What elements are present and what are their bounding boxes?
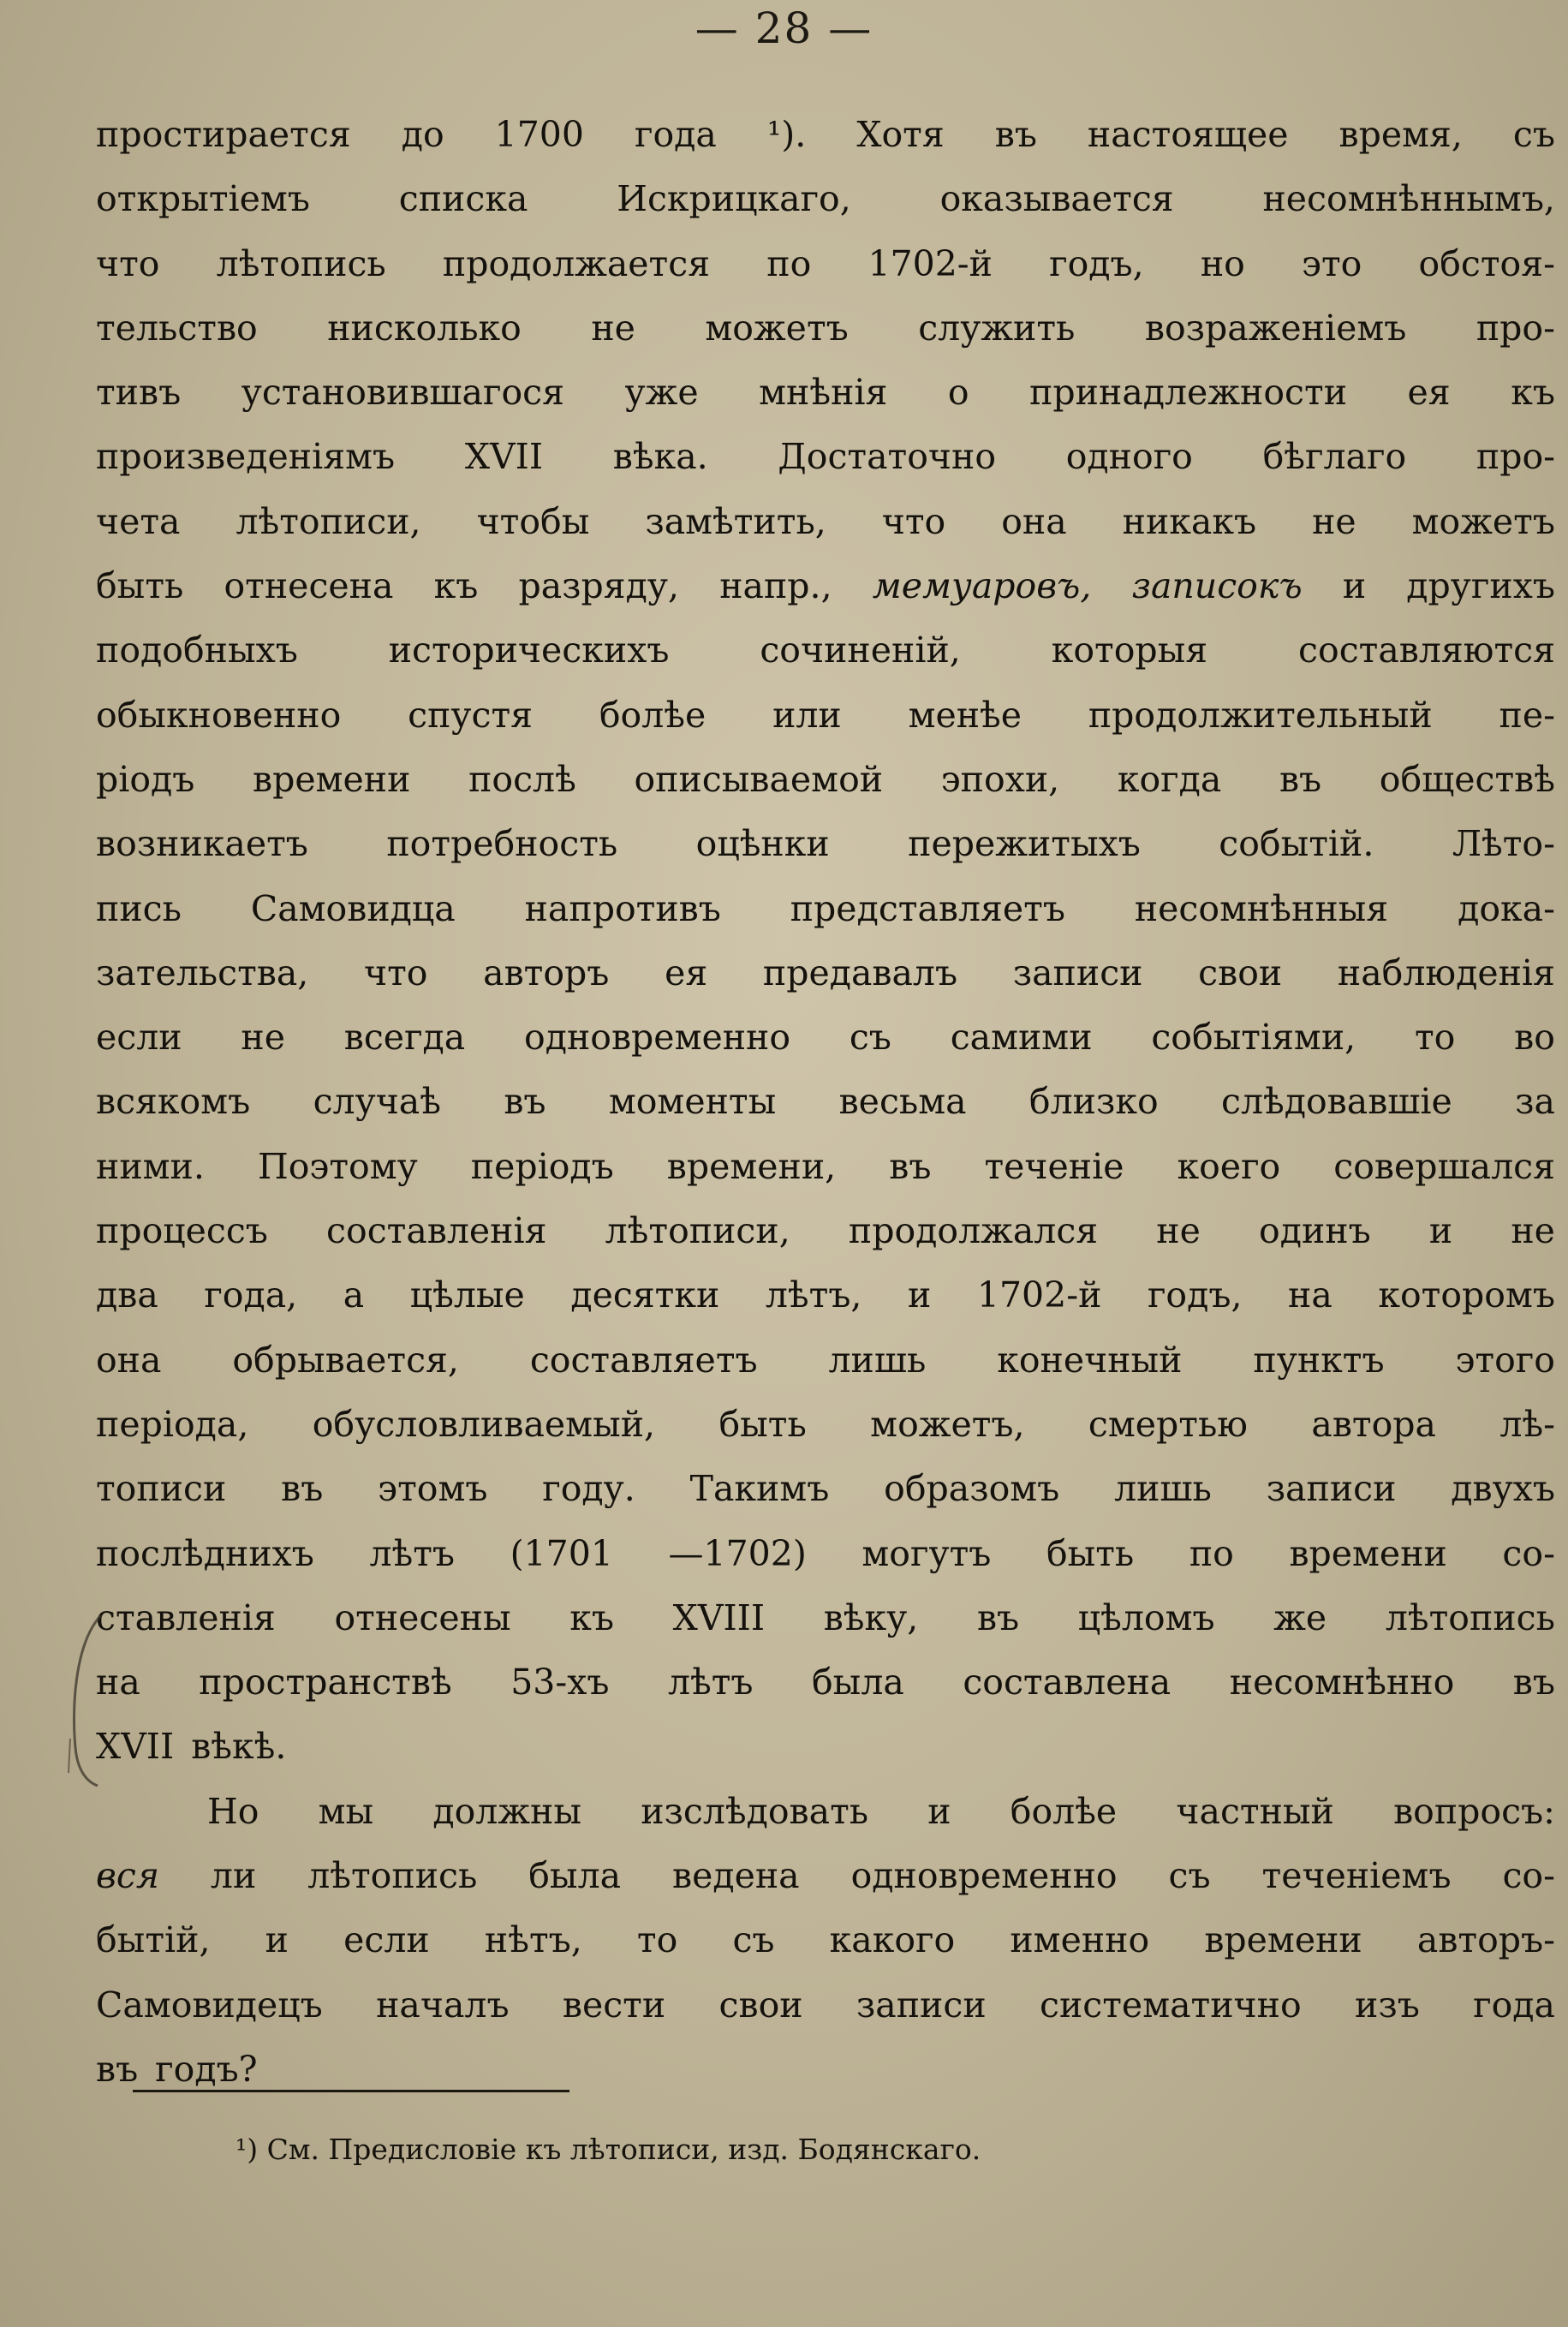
word: не bbox=[591, 307, 635, 349]
word: если bbox=[96, 1017, 182, 1059]
word: ріодъ bbox=[96, 758, 195, 800]
word: года, bbox=[204, 1274, 298, 1316]
word: предавалъ bbox=[762, 952, 958, 993]
word: времени bbox=[1289, 1532, 1447, 1574]
word: ея bbox=[665, 952, 708, 993]
word: вести bbox=[562, 1984, 666, 2026]
word: о bbox=[947, 372, 969, 414]
word: и bbox=[908, 1274, 932, 1316]
word: можетъ bbox=[1411, 500, 1555, 542]
word: ли bbox=[210, 1855, 257, 1897]
word: ставленія bbox=[96, 1596, 276, 1638]
text-line bbox=[96, 1780, 1555, 1844]
word: въ bbox=[96, 2048, 139, 2090]
word: вѣкѣ. bbox=[191, 1726, 287, 1768]
word: коего bbox=[1177, 1145, 1281, 1187]
footnote-divider bbox=[133, 2090, 569, 2092]
word: этого bbox=[1455, 1339, 1555, 1381]
word: продолжительный bbox=[1088, 694, 1433, 736]
word: историческихъ bbox=[388, 629, 670, 671]
word: автора bbox=[1311, 1403, 1436, 1445]
word: тописи bbox=[96, 1468, 227, 1510]
text-line bbox=[96, 683, 1555, 748]
word: къ bbox=[433, 565, 479, 607]
word: 1700 bbox=[494, 114, 584, 155]
word: въ bbox=[976, 1596, 1020, 1638]
word: обыкновенно bbox=[96, 694, 342, 736]
word: по bbox=[1189, 1532, 1234, 1574]
text-line bbox=[96, 1844, 1555, 1908]
word: лишь bbox=[1114, 1468, 1212, 1510]
word: теченіе bbox=[984, 1145, 1124, 1187]
word: записокъ bbox=[1131, 565, 1303, 607]
word: Самовидецъ bbox=[96, 1984, 323, 2026]
word: послѣ bbox=[468, 758, 576, 800]
word: продолжается bbox=[442, 242, 711, 284]
word: самими bbox=[950, 1017, 1093, 1059]
margin-pencil-mark bbox=[67, 1610, 118, 1790]
text-line bbox=[96, 1522, 1555, 1586]
word: къ bbox=[1511, 372, 1555, 414]
word: пережитыхъ bbox=[908, 823, 1141, 865]
word: свои bbox=[718, 1984, 803, 2026]
word: а bbox=[343, 1274, 365, 1316]
word: болѣе bbox=[1010, 1790, 1118, 1832]
word: съ bbox=[732, 1919, 775, 1961]
word: съ bbox=[1512, 114, 1555, 155]
text-line bbox=[96, 490, 1555, 554]
word: настоящее bbox=[1087, 114, 1289, 155]
word: 1702-й bbox=[976, 1274, 1102, 1316]
text-line bbox=[96, 618, 1555, 683]
word: спустя bbox=[408, 694, 534, 736]
word: Хотя bbox=[856, 114, 945, 155]
word: ведена bbox=[672, 1855, 800, 1897]
word: совершался bbox=[1333, 1145, 1555, 1187]
word: всегда bbox=[343, 1017, 466, 1059]
word: образомъ bbox=[884, 1468, 1060, 1510]
word: но bbox=[1200, 242, 1245, 284]
word: напр., bbox=[719, 565, 832, 607]
word: лѣтопись bbox=[307, 1855, 478, 1897]
word: быть bbox=[718, 1403, 807, 1445]
word: мнѣнія bbox=[759, 372, 888, 414]
text-line bbox=[96, 296, 1555, 361]
word: она bbox=[96, 1339, 162, 1381]
word: Поэтому bbox=[257, 1145, 418, 1187]
word: несомнѣннымъ, bbox=[1262, 178, 1555, 220]
word: никакъ bbox=[1122, 500, 1257, 542]
word: во bbox=[1514, 1017, 1555, 1059]
word: въ bbox=[1512, 1662, 1555, 1703]
word: потребность bbox=[386, 823, 618, 865]
body-text bbox=[96, 103, 1555, 2102]
word: то bbox=[1414, 1017, 1456, 1059]
word: въ bbox=[281, 1468, 324, 1510]
word: чтобы bbox=[476, 500, 590, 542]
word: пунктъ bbox=[1253, 1339, 1385, 1381]
word: года bbox=[634, 114, 717, 155]
word: нисколько bbox=[327, 307, 522, 349]
word: 1702-й bbox=[867, 242, 993, 284]
word: одновременно bbox=[850, 1855, 1118, 1897]
word: Достаточно bbox=[778, 436, 997, 478]
word: составляются bbox=[1298, 629, 1555, 671]
word: замѣтить, bbox=[645, 500, 826, 542]
word: за bbox=[1515, 1081, 1555, 1123]
word: весьма bbox=[838, 1081, 967, 1123]
word: годъ, bbox=[1049, 242, 1144, 284]
word: бытій, bbox=[96, 1919, 211, 1961]
word: списка bbox=[398, 178, 528, 220]
word: могутъ bbox=[862, 1532, 992, 1574]
word: это bbox=[1302, 242, 1362, 284]
word: двухъ bbox=[1451, 1468, 1555, 1510]
word: времени bbox=[1204, 1919, 1362, 1961]
word: бѣглаго bbox=[1262, 436, 1407, 478]
word: изслѣдовать bbox=[641, 1790, 869, 1832]
word: подобныхъ bbox=[96, 629, 298, 671]
word: менѣе bbox=[908, 694, 1022, 736]
text-line bbox=[96, 877, 1555, 941]
word: что bbox=[881, 500, 946, 542]
word: и bbox=[1342, 565, 1367, 607]
word: годъ? bbox=[155, 2048, 258, 2090]
text-line bbox=[96, 1715, 1555, 1779]
text-line bbox=[96, 1393, 1555, 1457]
word: была bbox=[812, 1662, 904, 1703]
word: произведеніямъ bbox=[96, 436, 396, 478]
word: 53-хъ bbox=[510, 1662, 610, 1703]
word: на bbox=[96, 1662, 140, 1703]
text-line bbox=[96, 361, 1555, 425]
text-line bbox=[96, 425, 1555, 489]
word: обрывается, bbox=[232, 1339, 459, 1381]
text-line bbox=[96, 941, 1555, 1005]
word: XVII bbox=[464, 436, 544, 478]
word: принадлежности bbox=[1029, 372, 1348, 414]
word: лѣтописи, bbox=[605, 1210, 790, 1252]
word: не bbox=[241, 1017, 285, 1059]
word: чета bbox=[96, 500, 181, 542]
word: про- bbox=[1476, 436, 1555, 478]
word: составлена bbox=[963, 1662, 1172, 1703]
word: именно bbox=[1010, 1919, 1150, 1961]
word: уже bbox=[624, 372, 699, 414]
word: цѣлые bbox=[409, 1274, 525, 1316]
word: что bbox=[364, 952, 428, 993]
word: событій. bbox=[1219, 823, 1374, 865]
word: нѣтъ, bbox=[484, 1919, 582, 1961]
word: пе- bbox=[1499, 694, 1555, 736]
word: не bbox=[1511, 1210, 1555, 1252]
word: можетъ, bbox=[870, 1403, 1025, 1445]
word: событіями, bbox=[1151, 1017, 1356, 1059]
word: обстоя- bbox=[1418, 242, 1555, 284]
word: годъ, bbox=[1147, 1274, 1243, 1316]
word: вопросъ: bbox=[1393, 1790, 1555, 1832]
word: то bbox=[636, 1919, 678, 1961]
word: открытіемъ bbox=[96, 178, 310, 220]
word: до bbox=[401, 114, 444, 155]
word: въ bbox=[504, 1081, 546, 1123]
word: Но bbox=[207, 1790, 259, 1832]
word: напротивъ bbox=[524, 887, 721, 929]
word: въ bbox=[994, 114, 1037, 155]
text-line bbox=[96, 1263, 1555, 1328]
word: слѣдовавшіе bbox=[1221, 1081, 1452, 1123]
word: по bbox=[766, 242, 812, 284]
word: со- bbox=[1502, 1855, 1555, 1897]
word: сочиненій, bbox=[760, 629, 961, 671]
word: которомъ bbox=[1378, 1274, 1555, 1316]
word: всякомъ bbox=[96, 1081, 251, 1123]
text-line bbox=[96, 1135, 1555, 1199]
word: десятки bbox=[570, 1274, 720, 1316]
word: процессъ bbox=[96, 1210, 268, 1252]
word: дока- bbox=[1458, 887, 1555, 929]
word: пись bbox=[96, 887, 182, 929]
word: составляетъ bbox=[529, 1339, 758, 1381]
word: одного bbox=[1065, 436, 1193, 478]
text-line bbox=[96, 1005, 1555, 1070]
word: оцѣнки bbox=[695, 823, 830, 865]
word: болѣе bbox=[599, 694, 706, 736]
word: на bbox=[1288, 1274, 1333, 1316]
word: теченіемъ bbox=[1261, 1855, 1452, 1897]
text-line bbox=[96, 167, 1555, 231]
word: времени, bbox=[666, 1145, 837, 1187]
word: цѣломъ bbox=[1077, 1596, 1215, 1638]
word: послѣднихъ bbox=[96, 1532, 314, 1574]
page-number: — 28 — bbox=[695, 3, 873, 53]
word: она bbox=[1001, 500, 1067, 542]
word: и bbox=[927, 1790, 951, 1832]
text-line bbox=[96, 1457, 1555, 1521]
word: вѣка. bbox=[612, 436, 708, 478]
text-line bbox=[96, 812, 1555, 876]
word: началъ bbox=[376, 1984, 510, 2026]
word: оказывается bbox=[939, 178, 1174, 220]
word: про- bbox=[1476, 307, 1555, 349]
word: несомнѣнно bbox=[1229, 1662, 1455, 1703]
word: и bbox=[1428, 1210, 1453, 1252]
word: возникаетъ bbox=[96, 823, 308, 865]
word: обусловливаемый, bbox=[312, 1403, 656, 1445]
word: XVII bbox=[96, 1726, 175, 1768]
word: этомъ bbox=[378, 1468, 488, 1510]
word: моменты bbox=[608, 1081, 777, 1123]
text-line bbox=[96, 554, 1555, 618]
word: Искрицкаго, bbox=[617, 178, 851, 220]
word: установившагося bbox=[241, 372, 564, 414]
word: записи bbox=[1266, 1468, 1397, 1510]
word: частный bbox=[1176, 1790, 1334, 1832]
word: съ bbox=[849, 1017, 891, 1059]
word: время, bbox=[1338, 114, 1463, 155]
word: лѣтописи, bbox=[235, 500, 421, 542]
word: —1702) bbox=[668, 1532, 807, 1574]
word: Самовидца bbox=[250, 887, 456, 929]
word: эпохи, bbox=[940, 758, 1060, 800]
word: которыя bbox=[1051, 629, 1208, 671]
word: разряду, bbox=[518, 565, 680, 607]
word: авторъ bbox=[483, 952, 610, 993]
word: ними. bbox=[96, 1145, 205, 1187]
word: къ bbox=[569, 1596, 614, 1638]
word: близко bbox=[1028, 1081, 1159, 1123]
text-line bbox=[96, 1908, 1555, 1972]
word: быть bbox=[96, 565, 184, 607]
word: продолжался bbox=[848, 1210, 1099, 1252]
word: обществѣ bbox=[1379, 758, 1555, 800]
word: лѣ- bbox=[1499, 1403, 1555, 1445]
word: же bbox=[1273, 1596, 1327, 1638]
text-line bbox=[96, 1973, 1555, 2038]
footnote: ¹) См. Предисловіе къ лѣтописи, изд. Бодянскаго. bbox=[235, 2133, 981, 2166]
text-line bbox=[96, 232, 1555, 296]
word: ¹). bbox=[766, 114, 807, 155]
text-line bbox=[96, 1199, 1555, 1263]
word: несомнѣнныя bbox=[1134, 887, 1389, 929]
word: отнесена bbox=[224, 565, 394, 607]
word: ея bbox=[1407, 372, 1451, 414]
word: какого bbox=[829, 1919, 956, 1961]
word: наблюденія bbox=[1337, 952, 1555, 993]
word: и bbox=[265, 1919, 289, 1961]
word: лѣтъ, bbox=[765, 1274, 862, 1316]
word: отнесены bbox=[334, 1596, 511, 1638]
word: періода, bbox=[96, 1403, 249, 1445]
text-line bbox=[96, 103, 1555, 167]
word: записи bbox=[856, 1984, 987, 2026]
word: или bbox=[772, 694, 842, 736]
word: тельство bbox=[96, 307, 258, 349]
word: Такимъ bbox=[689, 1468, 830, 1510]
word: въ bbox=[1279, 758, 1322, 800]
word: вѣку, bbox=[823, 1596, 919, 1638]
word: тивъ bbox=[96, 372, 182, 414]
word: пространствѣ bbox=[199, 1662, 452, 1703]
word: (1701 bbox=[510, 1532, 613, 1574]
word: лишь bbox=[828, 1339, 927, 1381]
word: не bbox=[1156, 1210, 1201, 1252]
word: вся bbox=[96, 1855, 159, 1897]
word: была bbox=[528, 1855, 622, 1897]
word: что bbox=[96, 242, 160, 284]
word: одинъ bbox=[1259, 1210, 1371, 1252]
word: со- bbox=[1502, 1532, 1555, 1574]
word: не bbox=[1312, 500, 1356, 542]
word: лѣтопись bbox=[216, 242, 386, 284]
word: мы bbox=[318, 1790, 374, 1832]
text-line bbox=[96, 1586, 1555, 1650]
word: два bbox=[96, 1274, 158, 1316]
word: быть bbox=[1046, 1532, 1135, 1574]
word: другихъ bbox=[1406, 565, 1555, 607]
word: въ bbox=[889, 1145, 932, 1187]
word: составленія bbox=[326, 1210, 547, 1252]
word: года bbox=[1473, 1984, 1555, 2026]
word: XVIII bbox=[672, 1596, 766, 1638]
word: когда bbox=[1117, 758, 1222, 800]
word: служить bbox=[918, 307, 1076, 349]
word: свои bbox=[1198, 952, 1283, 993]
word: представляетъ bbox=[790, 887, 1065, 929]
text-line bbox=[96, 1328, 1555, 1393]
word: съ bbox=[1168, 1855, 1211, 1897]
word: смертью bbox=[1088, 1403, 1248, 1445]
word: мемуаровъ, bbox=[872, 565, 1092, 607]
word: періодъ bbox=[470, 1145, 614, 1187]
word: авторъ- bbox=[1416, 1919, 1555, 1961]
word: можетъ bbox=[705, 307, 849, 349]
text-line bbox=[96, 748, 1555, 812]
word: записи bbox=[1012, 952, 1143, 993]
word: должны bbox=[432, 1790, 582, 1832]
word: времени bbox=[253, 758, 411, 800]
text-line bbox=[96, 1070, 1555, 1134]
word: году. bbox=[542, 1468, 635, 1510]
word: описываемой bbox=[634, 758, 884, 800]
word: простирается bbox=[96, 114, 351, 155]
word: одновременно bbox=[524, 1017, 791, 1059]
word: конечный bbox=[997, 1339, 1183, 1381]
text-line bbox=[96, 1650, 1555, 1715]
word: лѣтъ bbox=[667, 1662, 754, 1703]
word: если bbox=[343, 1919, 430, 1961]
word: лѣтъ bbox=[369, 1532, 455, 1574]
word: систематично bbox=[1040, 1984, 1302, 2026]
word: Лѣто- bbox=[1452, 823, 1555, 865]
word: случаѣ bbox=[313, 1081, 441, 1123]
word: возраженіемъ bbox=[1144, 307, 1407, 349]
word: лѣтопись bbox=[1385, 1596, 1555, 1638]
word: изъ bbox=[1355, 1984, 1420, 2026]
word: зательства, bbox=[96, 952, 309, 993]
